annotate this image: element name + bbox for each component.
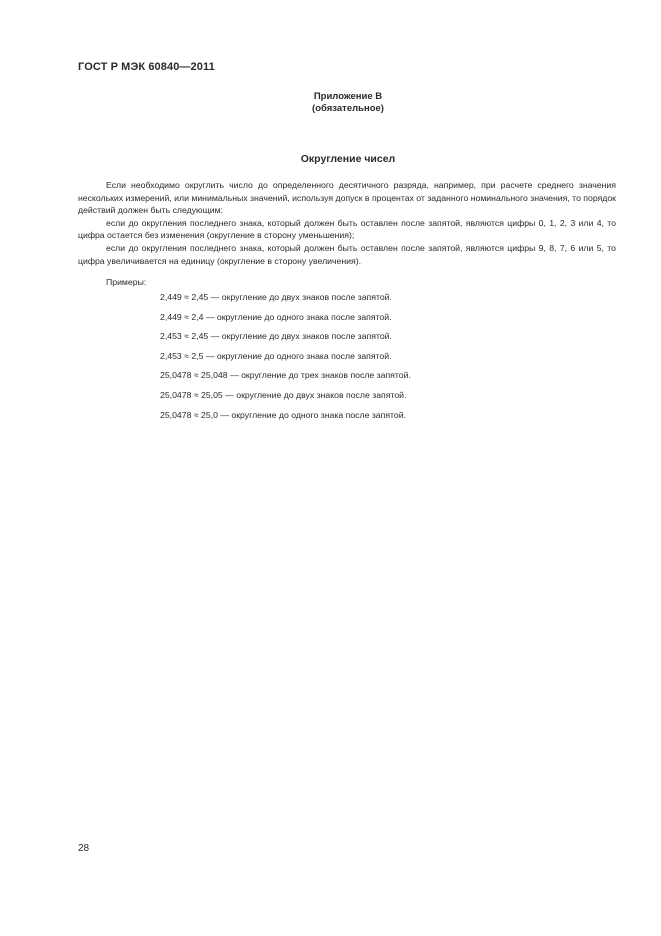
example-item: 25,0478 ≈ 25,048 — округление до трех знаков после запятой. — [160, 370, 411, 381]
annex-status: (обязательное) — [312, 103, 384, 114]
annex-heading — [300, 91, 396, 115]
example-item: 25,0478 ≈ 25,0 — округление до одного знака после запятой. — [160, 409, 407, 420]
example-item: 2,449 ≈ 2,4 — округление до одного знака после запятой. — [160, 311, 392, 322]
paragraph-round-down: если до округления последнего знака, который должен быть оставлен после запятой, являются цифры 0, 1, 2, 3 или 4, то цифра остается без изменения (округление в сторону уменьшения); — [78, 217, 616, 241]
paragraph-intro: Если необходимо округлить число до определенного десятичного разряда, например, при расчете среднего значения нескольких измерений, или минимальных значений, используя допуск в процентах от заданного номинального значения, то порядок действий должен быть следующим: — [78, 180, 616, 216]
examples-list — [160, 291, 411, 428]
page-number: 28 — [78, 843, 90, 854]
body-text — [78, 179, 616, 267]
example-item: 2,449 ≈ 2,45 — округление до двух знаков после запятой. — [160, 292, 392, 302]
example-item: 2,453 ≈ 2,45 — округление до двух знаков после запятой. — [160, 331, 392, 342]
annex-title: Приложение В — [313, 91, 383, 102]
paragraph-round-up: если до округления последнего знака, который должен быть оставлен после запятой, являются цифры 9, 8, 7, 6 или 5, то цифра увеличивается на единицу (округление в сторону увеличения). — [78, 242, 616, 266]
example-item: 2,453 ≈ 2,5 — округление до одного знака после запятой. — [160, 350, 392, 361]
section-title: Округление чисел — [300, 153, 396, 165]
example-item: 25,0478 ≈ 25,05 — округление до двух знаков после запятой. — [160, 389, 407, 400]
standard-designation: ГОСТ Р МЭК 60840—2011 — [78, 61, 215, 73]
examples-label: Примеры: — [106, 277, 147, 287]
